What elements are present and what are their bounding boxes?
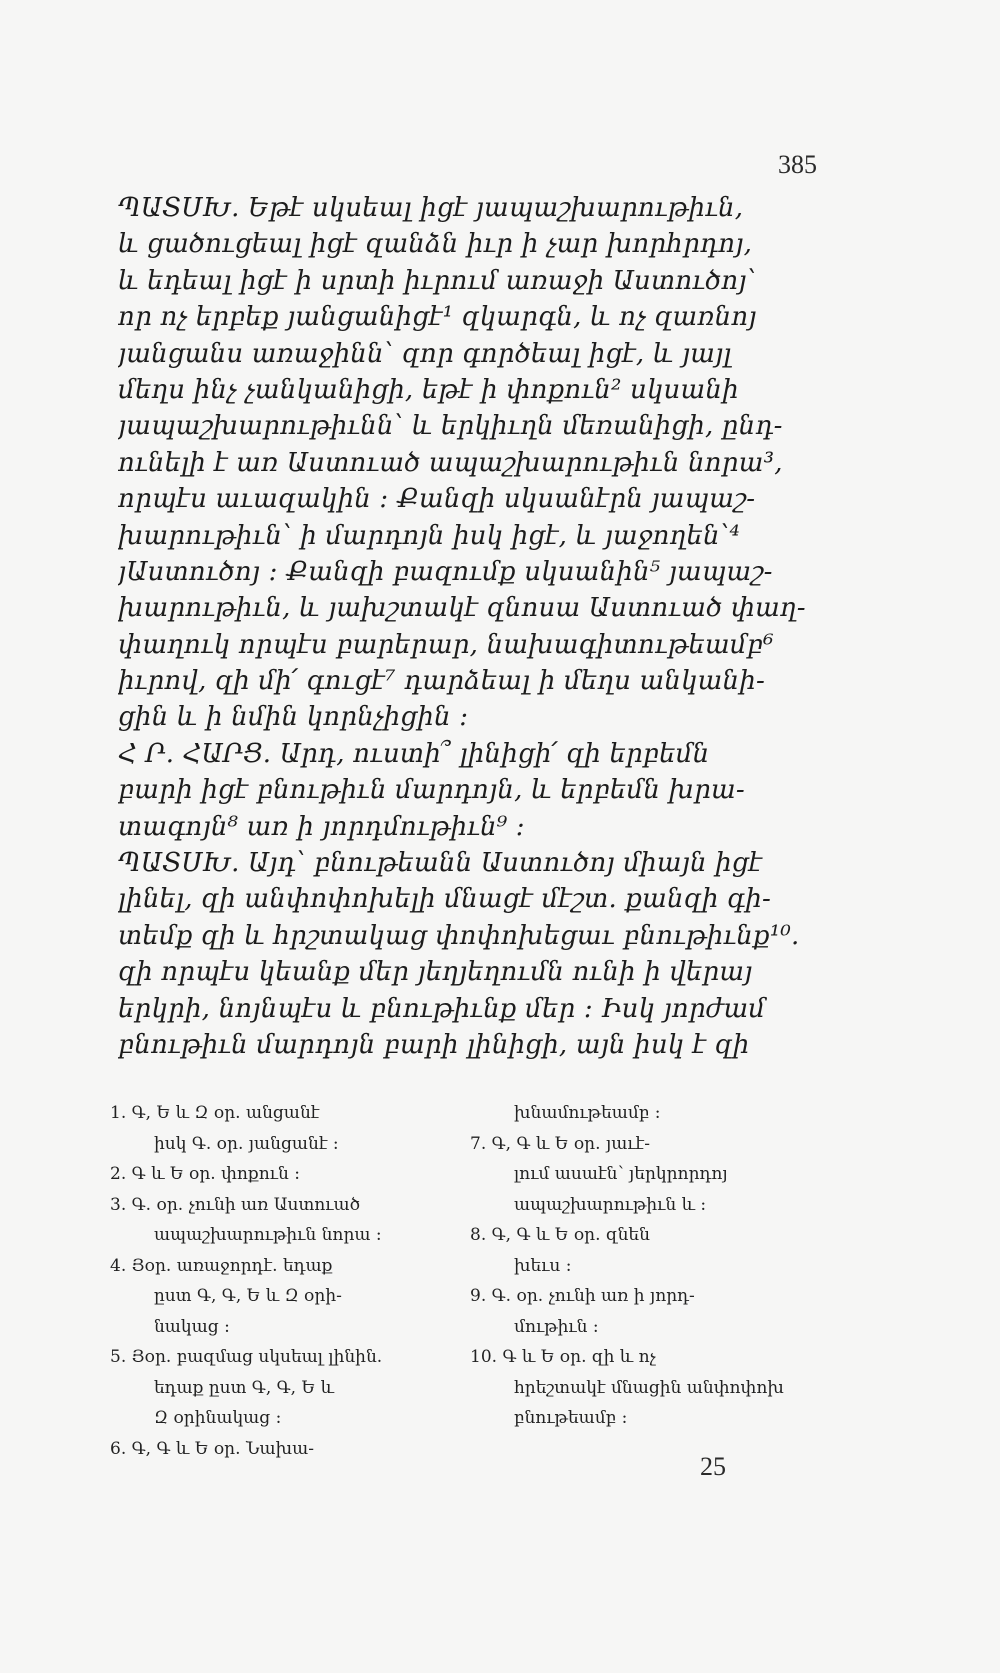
footnote-line: խեւս ։ <box>514 1255 572 1276</box>
body-text <box>118 190 828 1063</box>
footnote-line: բնութեամբ ։ <box>514 1408 628 1428</box>
text-line: որպէս աւազակին ։ Քանզի սկսանէրն յապաշ- <box>118 484 756 515</box>
footnote-line: մութիւն ։ <box>514 1316 599 1337</box>
footnote-line: 10. Գ և Ե օր. զի և ոչ <box>470 1347 656 1367</box>
footnote-line: 9. Գ. օր. չունի առ ի յորդ- <box>470 1286 695 1306</box>
footnote-line: նակաց ։ <box>154 1316 230 1337</box>
footnotes <box>110 1098 830 1458</box>
text-line: ունելի է առ Աստուած ապաշխարութիւն նորա³, <box>118 447 783 478</box>
footnote-line: 1. Գ, Ե և Զ օր. անցանէ <box>110 1103 320 1123</box>
footnote-line: իսկ Գ. օր. յանցանէ ։ <box>154 1133 339 1154</box>
text-line: փաղուկ որպէս բարերար, նախագիտութեամբ⁶ <box>118 629 774 660</box>
text-line: խարութիւն՝ ի մարդոյն իսկ իցէ, և յաջողեն՝⁴ <box>118 520 740 551</box>
footnote-line: ապաշխարութիւն և ։ <box>514 1194 707 1215</box>
footnote-line: 7. Գ, Գ և Ե օր. յաւէ- <box>470 1133 650 1154</box>
footnote-line: ըստ Գ, Գ, Ե և Զ օրի- <box>154 1286 342 1306</box>
footnotes-left-column <box>110 1098 460 1464</box>
text-line: ցին և ի նմին կորնչիցին ։ <box>118 702 469 733</box>
page-number: 385 <box>778 150 817 179</box>
text-line: յԱստուծոյ ։ Քանզի բազումք սկսանին⁵ յապաշ- <box>118 556 773 587</box>
text-line: ՊԱՏՍԽ. Այդ՝ բնութեանն Աստուծոյ միայն իցէ <box>118 848 763 879</box>
footnote-line: 5. Յօր. բազմաց սկսեալ լինին. <box>110 1347 383 1367</box>
footnote-line: խնամութեամբ ։ <box>514 1103 661 1123</box>
sheet-number: 25 <box>700 1452 726 1481</box>
text-line: իւրով, զի մի՛ գուցէ⁷ դարձեալ ի մեղս անկանի- <box>118 666 765 697</box>
text-line: լինել, զի անփոփոխելի մնացէ մէշտ. քանզի գի- <box>118 884 771 915</box>
footnote-line: 2. Գ և Ե օր. փոքուն ։ <box>110 1164 300 1184</box>
text-line: բնութիւն մարդոյն բարի լինիցի, այն իսկ է զի <box>118 1029 750 1060</box>
footnote-line: Զ օրինակաց ։ <box>154 1408 282 1428</box>
footnotes-right-column <box>470 1098 830 1434</box>
text-line: Հ Ր. ՀԱՐՑ. Արդ, ուստի՞ լինիցի՛ զի երբեմն <box>118 738 710 769</box>
footnote-line: 3. Գ. օր. չունի առ Աստուած <box>110 1194 361 1215</box>
text-line: բարի իցէ բնութիւն մարդոյն, և երբեմն խրա- <box>118 775 745 806</box>
text-line: տագոյն⁸ առ ի յորդմութիւն⁹ ։ <box>118 811 525 842</box>
footnote-line: լում ասաէն՝ յերկրորդոյ <box>514 1164 728 1184</box>
footnote-line: եդաք ըստ Գ, Գ, Ե և <box>154 1377 335 1398</box>
text-line: մեղս ինչ չանկանիցի, եթէ ի փոքուն² սկսանի <box>118 374 739 405</box>
footnote-line: 4. Յօր. առաջորդէ. եդաք <box>110 1255 333 1276</box>
footnote-line: 8. Գ, Գ և Ե օր. զնեն <box>470 1225 650 1245</box>
text-line: յանցանս առաջինն՝ զոր գործեալ իցէ, և յայլ <box>118 338 732 369</box>
text-line: յապաշխարութիւնն՝ և երկիւղն մեռանիցի, ընդ- <box>118 411 783 442</box>
text-line: զի որպէս կեանք մեր յեղյեղումն ունի ի վերայ <box>118 957 753 988</box>
text-line: որ ոչ երբեք յանցանիցէ¹ զկարգն, և ոչ զառնոյ <box>118 302 757 333</box>
text-line: և եդեալ իցէ ի սրտի իւրում առաջի Աստուծոյ՝ <box>118 265 757 296</box>
text-line: ՊԱՏՍԽ. Եթէ սկսեալ իցէ յապաշխարութիւն, <box>118 193 744 223</box>
footnote-line: ապաշխարութիւն նորա ։ <box>154 1225 382 1245</box>
footnote-line: 6. Գ, Գ և Ե օր. Նախա- <box>110 1438 314 1459</box>
footnote-line: հրեշտակէ մնացին անփոփոխ <box>514 1377 784 1398</box>
text-line: խարութիւն, և յախշտակէ զնոսա Աստուած փաղ- <box>118 593 806 624</box>
text-line: և ցածուցեալ իցէ զանձն իւր ի չար խորհրդոյ, <box>118 229 753 260</box>
text-line: տեմք զի և հրշտակաց փոփոխեցաւ բնութիւնք¹⁰. <box>118 920 800 951</box>
text-line: երկրի, նոյնպէս և բնութիւնք մեր ։ Իսկ յորժամ <box>118 993 766 1024</box>
